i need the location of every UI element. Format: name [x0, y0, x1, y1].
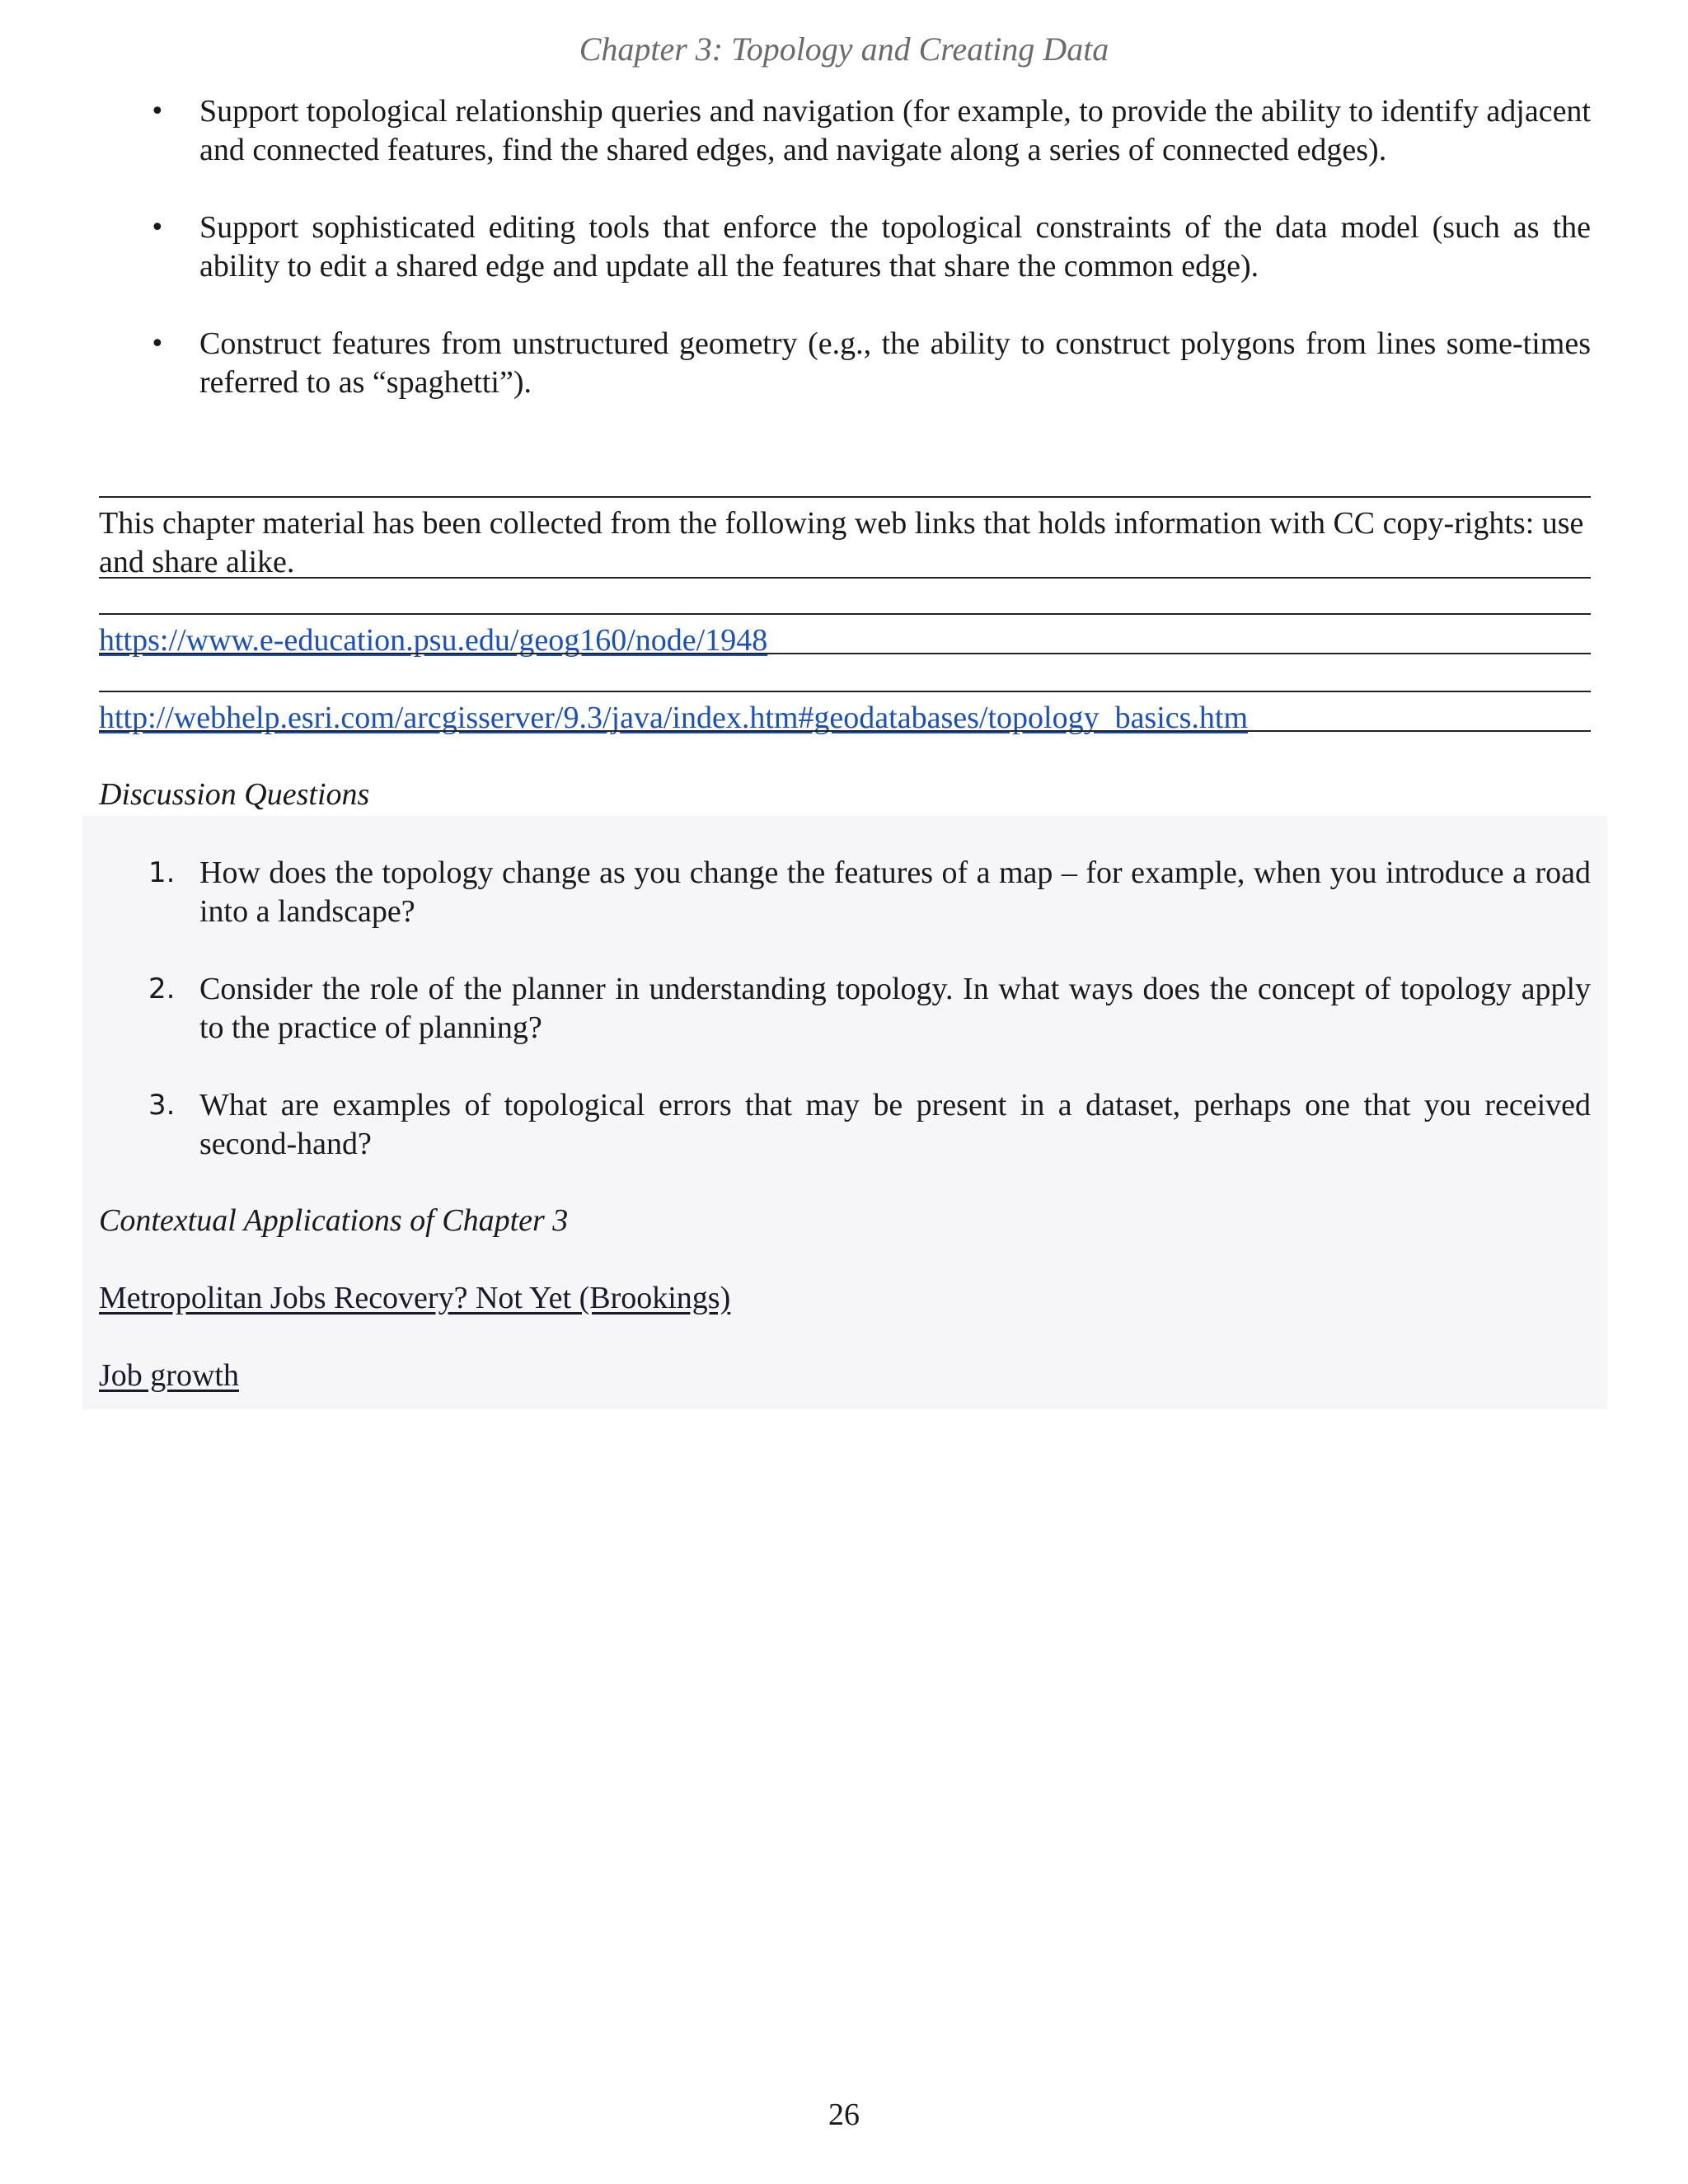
running-header: Chapter 3: Topology and Creating Data: [579, 30, 1109, 68]
bullet-icon: •: [150, 97, 165, 126]
question-item: [99, 1086, 1591, 1164]
question-text: How does the topology change as you change the features of a map – for example, when you introduce a road into a landscape?: [199, 855, 1591, 929]
bullet-item: [99, 325, 1591, 402]
question-text: What are examples of topological errors that may be present in a dataset, perhaps one that you received second-hand?: [199, 1088, 1591, 1161]
bullet-text: Construct features from unstructured geometry (e.g., the ability to construct polygons from lines some-times referred to as “spaghetti”).: [199, 326, 1591, 400]
table-rule: [99, 613, 1591, 615]
table-rule: [99, 577, 1591, 579]
feature-bullet-list: [99, 92, 1591, 441]
table-rule: [99, 653, 1591, 654]
attribution-note: This chapter material has been collected from the following web links that holds information with CC copy-rights: use and share alike.: [99, 506, 1584, 579]
question-number: 2.: [148, 972, 176, 1005]
bullet-item: [99, 92, 1591, 170]
discussion-heading: Discussion Questions: [99, 777, 370, 812]
bullet-text: Support sophisticated editing tools that enforce the topological constraints of the data model (such as the ability to edit a shared edge and update all the features that share the common edge).: [199, 210, 1591, 284]
question-item: [99, 970, 1591, 1047]
discussion-question-list: [99, 854, 1591, 1202]
applications-heading: Contextual Applications of Chapter 3: [99, 1203, 569, 1238]
table-rule: [99, 496, 1591, 498]
question-number: 1.: [148, 856, 176, 889]
bullet-icon: •: [150, 330, 165, 359]
source-link-esri[interactable]: http://webhelp.esri.com/arcgisserver/9.3/java/index.htm#geodatabases/topology_basics.htm: [99, 701, 1249, 735]
bullet-icon: •: [150, 213, 165, 242]
question-text: Consider the role of the planner in understanding topology. In what ways does the concept of topology apply to the practice of planning?: [199, 972, 1591, 1045]
table-rule: [99, 730, 1591, 732]
application-link-brookings[interactable]: Metropolitan Jobs Recovery? Not Yet (Brookings): [99, 1281, 731, 1315]
bullet-item: [99, 209, 1591, 286]
question-number: 3.: [148, 1089, 176, 1122]
bullet-text: Support topological relationship queries and navigation (for example, to provide the ability to identify adjacent and connected features, find the shared edges, and navigate along a series of connected edges).: [199, 94, 1591, 167]
question-item: [99, 854, 1591, 931]
table-rule: [99, 691, 1591, 692]
application-link-job-growth[interactable]: Job growth: [99, 1358, 239, 1393]
source-link-psu[interactable]: https://www.e-education.psu.edu/geog160/node/1948: [99, 623, 768, 658]
page-number: 26: [828, 2097, 860, 2132]
